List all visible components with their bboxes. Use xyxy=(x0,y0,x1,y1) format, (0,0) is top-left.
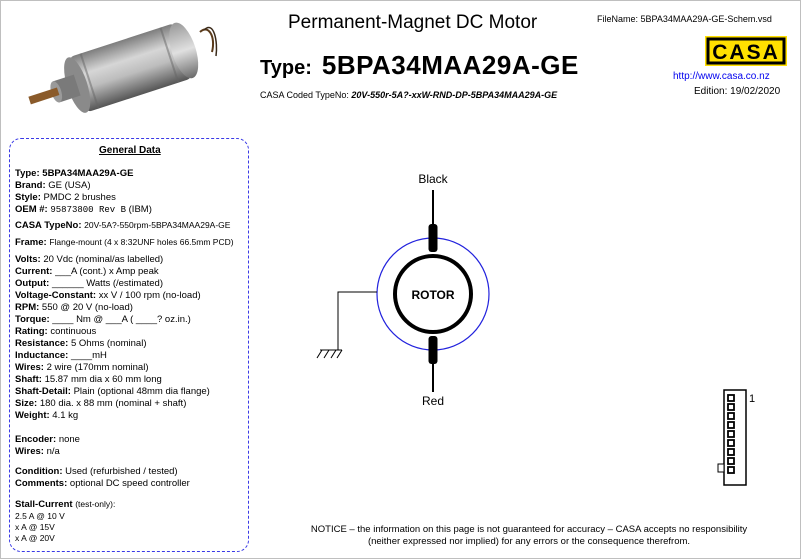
spec-weight xyxy=(15,410,78,421)
spec-rpm xyxy=(15,302,133,313)
spec-label: Shaft: xyxy=(15,374,42,385)
spec-label: Wires: xyxy=(15,446,44,457)
spec-value: ______ Watts (/estimated) xyxy=(51,278,163,289)
notice-line: (neither expressed nor implied) for any errors or the consequence therefrom. xyxy=(367,536,691,547)
black-wire-label: Black xyxy=(418,172,448,186)
spec-label: Comments: xyxy=(15,478,68,489)
coded-typeno-label: CASA Coded TypeNo: xyxy=(260,90,349,100)
spec-label: Type: xyxy=(15,168,40,179)
spec-stall-current xyxy=(15,499,115,510)
spec-label: CASA TypeNo: xyxy=(15,220,82,231)
spec-label: Frame: xyxy=(15,237,47,248)
filename-value: 5BPA34MAA29A-GE-Schem.vsd xyxy=(640,14,772,24)
spec-size xyxy=(15,398,186,409)
type-heading-value: 5BPA34MAA29A-GE xyxy=(321,50,579,80)
spec-label: Shaft-Detail: xyxy=(15,386,71,397)
spec-condition xyxy=(15,466,178,477)
spec-label: Inductance: xyxy=(15,350,69,361)
spec-current xyxy=(15,266,159,277)
spec-value: PMDC 2 brushes xyxy=(43,192,116,203)
spec-style xyxy=(15,192,116,203)
spec-note: (test-only): xyxy=(75,499,116,509)
filename-label: FileName: xyxy=(597,14,639,24)
spec-value: Flange-mount (4 x 8:32UNF holes 66.5mm PCD) xyxy=(49,237,234,247)
spec-shaft-detail xyxy=(15,386,210,397)
spec-label: Condition: xyxy=(15,466,63,477)
spec-value: ____mH xyxy=(70,350,107,361)
spec-torque xyxy=(15,314,191,325)
edition-date: Edition: 19/02/2020 xyxy=(694,86,781,97)
spec-label: Wires: xyxy=(15,362,44,373)
spec-label: Output: xyxy=(15,278,50,289)
spec-value: 20 Vdc (nominal/as labelled) xyxy=(43,254,164,265)
spec-comments xyxy=(15,478,190,489)
spec-value: 2 wire (170mm nominal) xyxy=(46,362,149,373)
spec-value: 5 Ohms (nominal) xyxy=(70,338,147,349)
spec-value: ____ Nm @ ___A ( ____? oz.in.) xyxy=(52,314,191,325)
type-heading-label: Type: xyxy=(260,57,312,79)
spec-rating xyxy=(15,326,96,337)
spec-value: Used (refurbished / tested) xyxy=(65,466,178,477)
spec-label: Voltage-Constant: xyxy=(15,290,97,301)
spec-suffix: (IBM) xyxy=(128,204,152,215)
spec-label: Encoder: xyxy=(15,434,57,445)
spec-value: 20V-5A?-550rpm-5BPA34MAA29A-GE xyxy=(84,220,231,230)
spec-label: RPM: xyxy=(15,302,40,313)
top-brush xyxy=(429,224,438,252)
spec-label: Brand: xyxy=(15,180,46,191)
spec-value: 15.87 mm dia x 60 mm long xyxy=(44,374,162,385)
spec-encoder-wires xyxy=(15,446,60,457)
spec-label: Stall-Current xyxy=(15,499,73,510)
spec-label: Style: xyxy=(15,192,41,203)
spec-resistance xyxy=(15,338,146,349)
spec-value: none xyxy=(58,434,80,445)
connector-pin-label: 1 xyxy=(749,393,756,405)
spec-brand xyxy=(15,180,91,191)
filename xyxy=(597,14,772,24)
spec-volts xyxy=(15,254,163,265)
spec-oem xyxy=(15,204,152,215)
spec-value: 95873800 Rev B xyxy=(50,205,126,215)
spec-shaft xyxy=(15,374,162,385)
spec-value: n/a xyxy=(46,446,60,457)
coded-typeno-value: 20V-550r-5A?-xxW-RND-DP-5BPA34MAA29A-GE xyxy=(351,90,558,100)
casa-logo-text: CASA xyxy=(712,41,780,64)
stall-line: x A @ 15V xyxy=(15,522,55,532)
disclaimer-notice xyxy=(306,524,752,548)
stall-line: 2.5 A @ 10 V xyxy=(15,511,65,521)
spec-value: 5BPA34MAA29A-GE xyxy=(42,168,134,179)
spec-output xyxy=(15,278,163,289)
spec-label: Weight: xyxy=(15,410,50,421)
stall-line: x A @ 20V xyxy=(15,533,55,543)
spec-value: GE (USA) xyxy=(48,180,91,191)
notice-line: NOTICE – the information on this page is not guaranteed for accuracy – CASA accepts no responsibility xyxy=(310,524,748,535)
spec-label: Current: xyxy=(15,266,53,277)
spec-label: Size: xyxy=(15,398,38,409)
spec-encoder xyxy=(15,434,80,445)
general-data-title: General Data xyxy=(99,145,161,156)
motor-photo-image xyxy=(22,12,218,124)
spec-type xyxy=(15,168,133,179)
spec-label: Torque: xyxy=(15,314,50,325)
spec-inductance xyxy=(15,350,107,361)
spec-value: xx V / 100 rpm (no-load) xyxy=(98,290,201,301)
spec-label: OEM #: xyxy=(15,204,48,215)
spec-value: 180 dia. x 88 mm (nominal + shaft) xyxy=(39,398,187,409)
type-heading xyxy=(260,50,579,81)
spec-label: Volts: xyxy=(15,254,41,265)
spec-value: ___A (cont.) x Amp peak xyxy=(55,266,159,277)
spec-wires xyxy=(15,362,149,373)
spec-value: optional DC speed controller xyxy=(69,478,190,489)
spec-voltage-constant xyxy=(15,290,201,301)
spec-value: Plain (optional 48mm dia flange) xyxy=(73,386,210,397)
page-title: Permanent-Magnet DC Motor xyxy=(288,12,538,33)
spec-frame xyxy=(15,237,234,248)
spec-label: Rating: xyxy=(15,326,48,337)
rotor-label: ROTOR xyxy=(411,288,455,302)
coded-typeno xyxy=(260,90,557,100)
casa-logo xyxy=(705,36,787,66)
connector-icon xyxy=(712,388,762,488)
spec-label: Resistance: xyxy=(15,338,69,349)
spec-value: 550 @ 20 V (no-load) xyxy=(41,302,133,313)
red-wire-label: Red xyxy=(421,394,445,408)
spec-value: 4.1 kg xyxy=(52,410,79,421)
website-link[interactable]: http://www.casa.co.nz xyxy=(673,71,770,82)
motor-schematic xyxy=(300,160,540,420)
spec-value: continuous xyxy=(50,326,97,337)
ground-icon xyxy=(317,292,377,358)
spec-casa-typeno xyxy=(15,220,230,231)
bottom-brush xyxy=(429,336,438,364)
